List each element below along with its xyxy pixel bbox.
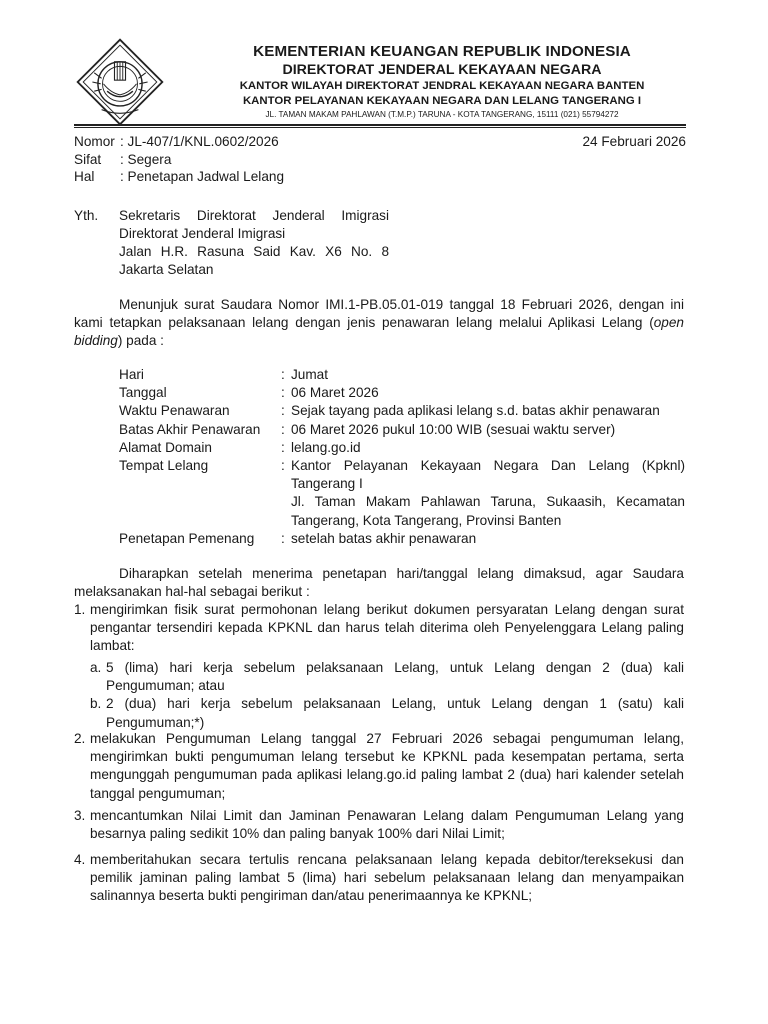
- sub-item-letter: a.: [90, 660, 102, 675]
- instructions-intro: Diharapkan setelah menerima penetapan hari/tanggal lelang dimaksud, agar Saudara melaksanakan hal-hal sebagai berikut :: [74, 566, 684, 599]
- instructions-list: [74, 730, 684, 803]
- schedule-row: [119, 421, 685, 439]
- recipient-label: Yth.: [74, 208, 99, 223]
- list-item-number: 1.: [74, 602, 86, 617]
- schedule-value: Jumat: [291, 367, 329, 382]
- list-item-number: 2.: [74, 731, 86, 746]
- letterhead-regional-office: KANTOR WILAYAH DIREKTORAT JENDRAL KEKAYAAN NEGARA BANTEN: [239, 80, 645, 92]
- schedule-value: 06 Maret 2026 pukul 10:00 WIB (sesuai waktu server): [291, 421, 616, 437]
- letterhead-divider: [74, 124, 686, 126]
- recipient-line: Jakarta Selatan: [119, 262, 214, 277]
- list-item: [74, 601, 684, 656]
- venue-address: Jl. Taman Makam Pahlawan Taruna, Sukaasih, Kecamatan Tangerang, Kota Tangerang, Provinsi Banten: [291, 494, 685, 528]
- schedule-value: 06 Maret 2026: [291, 385, 379, 401]
- schedule-row: [119, 530, 685, 548]
- opening-italic: open bidding: [74, 315, 684, 348]
- nomor-label: Nomor: [74, 134, 115, 149]
- letter-meta: [74, 133, 686, 186]
- schedule-colon: :: [281, 367, 285, 382]
- schedule-value: Sejak tayang pada aplikasi lelang s.d. batas akhir penawaran: [291, 403, 660, 419]
- instructions-list: [74, 851, 684, 906]
- schedule-row: [119, 366, 685, 384]
- instructions-list: [74, 601, 684, 656]
- list-item-text: melakukan Pengumuman Lelang tanggal 27 Februari 2026 sebagai pengumuman lelang, mengirimkan bukti pengumuman lelang tersebut ke KPKNL pada kesempatan pertama, serta mengunggah pengumuman pada aplikasi lelang.go.id paling lambat 2 (dua) hari kalender setelah tanggal pengumuman;: [90, 731, 684, 801]
- schedule-label: Hari: [119, 367, 144, 382]
- list-item-text: mengirimkan fisik surat permohonan lelang berikut dokumen persyaratan Lelang dengan surat pengantar tersendiri kepada KPKNL dan harus telah diterima oleh Penyelenggara Lelang paling lambat:: [90, 602, 684, 654]
- sub-list-item: [90, 659, 684, 695]
- ministry-of-finance-emblem-icon: [74, 36, 166, 128]
- schedule-label: Penetapan Pemenang: [119, 530, 255, 546]
- sub-list-item: [90, 695, 684, 731]
- schedule-label: Waktu Penawaran: [119, 403, 230, 419]
- list-item-number: 4.: [74, 852, 86, 867]
- nomor-value: : JL-407/1/KNL.0602/2026: [120, 134, 279, 149]
- sub-list: [74, 659, 684, 732]
- schedule-row: [119, 384, 685, 402]
- letterhead-ministry: KEMENTERIAN KEUANGAN REPUBLIK INDONESIA: [253, 43, 631, 60]
- list-item-text: memberitahukan secara tertulis rencana pelaksanaan lelang kepada debitor/tereksekusi dan pemilik jaminan paling lambat 5 (lima) hari sebelum pelaksanaan lelang dan menyampaikan salinannya beserta bukti pengiriman dan/atau penerimaannya ke KPKNL;: [90, 852, 684, 904]
- meta-hal: [74, 168, 686, 186]
- letterhead-divider-thin: [74, 127, 686, 128]
- sifat-value: : Segera: [120, 151, 172, 167]
- letter-date: 24 Februari 2026: [582, 134, 686, 149]
- schedule-colon: :: [281, 385, 285, 401]
- opening-text-b: ) pada :: [117, 333, 164, 348]
- recipient-address: [119, 207, 389, 279]
- letterhead-service-office: KANTOR PELAYANAN KEKAYAAN NEGARA DAN LELANG TANGERANG I: [242, 95, 642, 107]
- opening-text-a: Menunjuk surat Saudara Nomor IMI.1-PB.05.01-019 tanggal 18 Februari 2026, dengan ini kami tetapkan pelaksanaan lelang dengan jenis penawaran lelang melalui Aplikasi Lelang (: [74, 297, 684, 330]
- venue-name: Kantor Pelayanan Kekayaan Negara Dan Lelang (Kpknl) Tangerang I: [291, 458, 685, 492]
- schedule-value: setelah batas akhir penawaran: [291, 530, 477, 546]
- schedule-colon: :: [281, 530, 285, 546]
- auction-schedule: [119, 366, 685, 548]
- sub-item-text: 2 (dua) hari kerja sebelum pelaksanaan Lelang, untuk Lelang dengan 1 (satu) kali Pengumuman;*): [106, 696, 684, 730]
- hal-label: Hal: [74, 169, 95, 184]
- recipient-line: Direktorat Jenderal Imigrasi: [119, 226, 286, 241]
- letterhead-directorate: DIREKTORAT JENDERAL KEKAYAAN NEGARA: [282, 62, 602, 78]
- schedule-colon: :: [281, 403, 285, 419]
- schedule-label: Batas Akhir Penawaran: [119, 421, 261, 437]
- schedule-label: Tempat Lelang: [119, 458, 209, 474]
- list-item-text: mencantumkan Nilai Limit dan Jaminan Penawaran Lelang dalam Pengumuman Lelang yang besarnya paling sedikit 10% dan paling banyak 100% dari Nilai Limit;: [90, 808, 684, 842]
- schedule-value: lelang.go.id: [291, 439, 361, 455]
- sifat-label: Sifat: [74, 151, 102, 167]
- sub-item-text: 5 (lima) hari kerja sebelum pelaksanaan Lelang, untuk Lelang dengan 2 (dua) kali Pengumuman; atau: [106, 660, 684, 694]
- schedule-label: Tanggal: [119, 385, 167, 401]
- recipient-line: Jalan H.R. Rasuna Said Kav. X6 No. 8: [119, 244, 389, 259]
- schedule-label: Alamat Domain: [119, 439, 212, 455]
- sub-item-letter: b.: [90, 696, 102, 712]
- instructions-list: [74, 807, 684, 843]
- hal-value: : Penetapan Jadwal Lelang: [120, 169, 285, 184]
- list-item-number: 3.: [74, 808, 86, 823]
- schedule-colon: :: [281, 458, 285, 474]
- schedule-row: [119, 439, 685, 457]
- letterhead: [176, 42, 708, 121]
- schedule-value: [291, 457, 685, 530]
- list-item: [74, 730, 684, 803]
- schedule-row: [119, 457, 685, 530]
- letterhead-address: JL. TAMAN MAKAM PAHLAWAN (T.M.P.) TARUNA - KOTA TANGERANG, 15111 (021) 55794272: [265, 110, 619, 119]
- schedule-colon: :: [281, 421, 285, 437]
- schedule-row: [119, 402, 685, 420]
- list-item: [74, 851, 684, 906]
- schedule-colon: :: [281, 439, 285, 455]
- opening-paragraph: [74, 296, 684, 350]
- list-item: [74, 807, 684, 843]
- meta-sifat: [74, 151, 686, 169]
- recipient-line: Sekretaris Direktorat Jenderal Imigrasi: [119, 208, 389, 223]
